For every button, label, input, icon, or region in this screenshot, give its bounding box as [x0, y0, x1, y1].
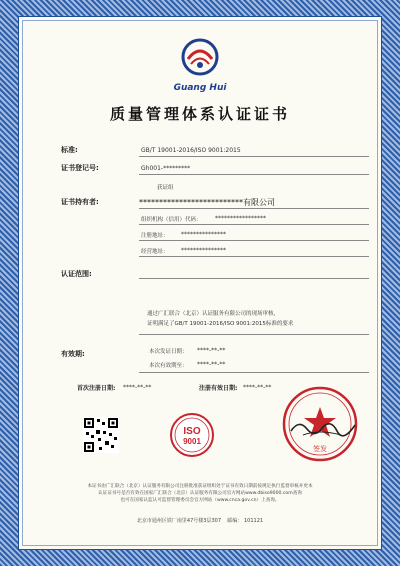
statement-line: 通过广汇联合（北京）认证服务有限公司的现场审核， — [147, 311, 280, 317]
zip-label: 邮编： — [227, 518, 243, 524]
certification-statement — [147, 309, 367, 329]
footer-line: 本证书由广汇联合（北京）认证服务有限公司注册批准获证组织处于证书有效日期前按规定执行监督审核并更本 — [87, 484, 313, 489]
postal-address — [19, 517, 381, 524]
expire-date-label: 本次有效期至： — [149, 363, 188, 369]
holder-underline — [139, 208, 369, 209]
issue-date-value: ****-**-** — [197, 347, 226, 354]
validity-label: 有效期: — [61, 350, 85, 358]
standard-value: GB/T 19001-2016/ISO 9001:2015 — [141, 147, 241, 154]
qr-code-icon — [83, 417, 119, 453]
zip-value: 101121 — [243, 518, 264, 524]
iso-9001-badge-icon — [169, 412, 215, 458]
reg-valid-label: 注册有效日期: — [199, 385, 238, 392]
statement-underline — [139, 334, 369, 335]
reg-number-underline — [139, 174, 369, 175]
scope-label: 认证范围: — [61, 270, 92, 278]
org-code-underline — [139, 224, 369, 225]
first-reg-label: 首次注册日期: — [77, 385, 116, 392]
first-reg-value: ****-**-** — [123, 384, 152, 391]
issue-date-label: 本次发证日期： — [149, 349, 188, 355]
footer-line: 也可在国家认监认可监督管理委员会官方网站（www.cnca.gov.cn）上查询。 — [120, 498, 280, 503]
iso-number: 9001 — [183, 437, 201, 446]
certificate-title: 质量管理体系认证证书 — [109, 105, 290, 123]
iso-text: ISO — [183, 426, 201, 437]
reg-valid-value: ****-**-** — [243, 384, 272, 391]
org-code-label: 组织机构（信用）代码： — [141, 217, 202, 223]
certificate-body — [18, 16, 382, 550]
address-text: 北京市通州区铁厂南里47号楼3层307 — [136, 518, 222, 524]
reg-address-label: 注册地址： — [141, 233, 169, 239]
standard-label: 标准: — [61, 146, 78, 154]
statement-line: 证明满足了GB/T 19001-2016/ISO 9001:2015标准的要求 — [147, 321, 294, 327]
reg-address-underline — [139, 240, 369, 241]
biz-address-label: 经营地址： — [141, 249, 169, 255]
footer-notes — [57, 483, 343, 504]
reg-address-value: *************** — [181, 231, 226, 238]
validity-underline — [139, 372, 369, 373]
biz-address-value: *************** — [181, 247, 226, 254]
scope-underline — [139, 278, 369, 279]
biz-address-underline — [139, 256, 369, 257]
standard-underline — [139, 156, 369, 157]
signature-icon — [289, 415, 359, 439]
sub-cert-label: 获证组 — [157, 185, 174, 191]
expire-date-value: ****-**-** — [197, 361, 226, 368]
holder-value: **************************有限公司 — [139, 198, 275, 207]
guang-hui-logo-icon — [180, 37, 220, 77]
brand-name: Guang Hui — [173, 83, 227, 93]
footer-line: 认证证书号是否有效在国家广汇联合（北京）认证服务有限公司官方网站www.dbiso9000.com查询 — [98, 491, 302, 496]
reg-number-value: Gh001-********* — [141, 165, 191, 172]
seal-text: 签发 — [313, 445, 327, 453]
org-code-value: ***************** — [215, 215, 266, 222]
holder-label: 证书持有者: — [61, 198, 99, 206]
reg-number-label: 证书登记号: — [61, 164, 99, 172]
